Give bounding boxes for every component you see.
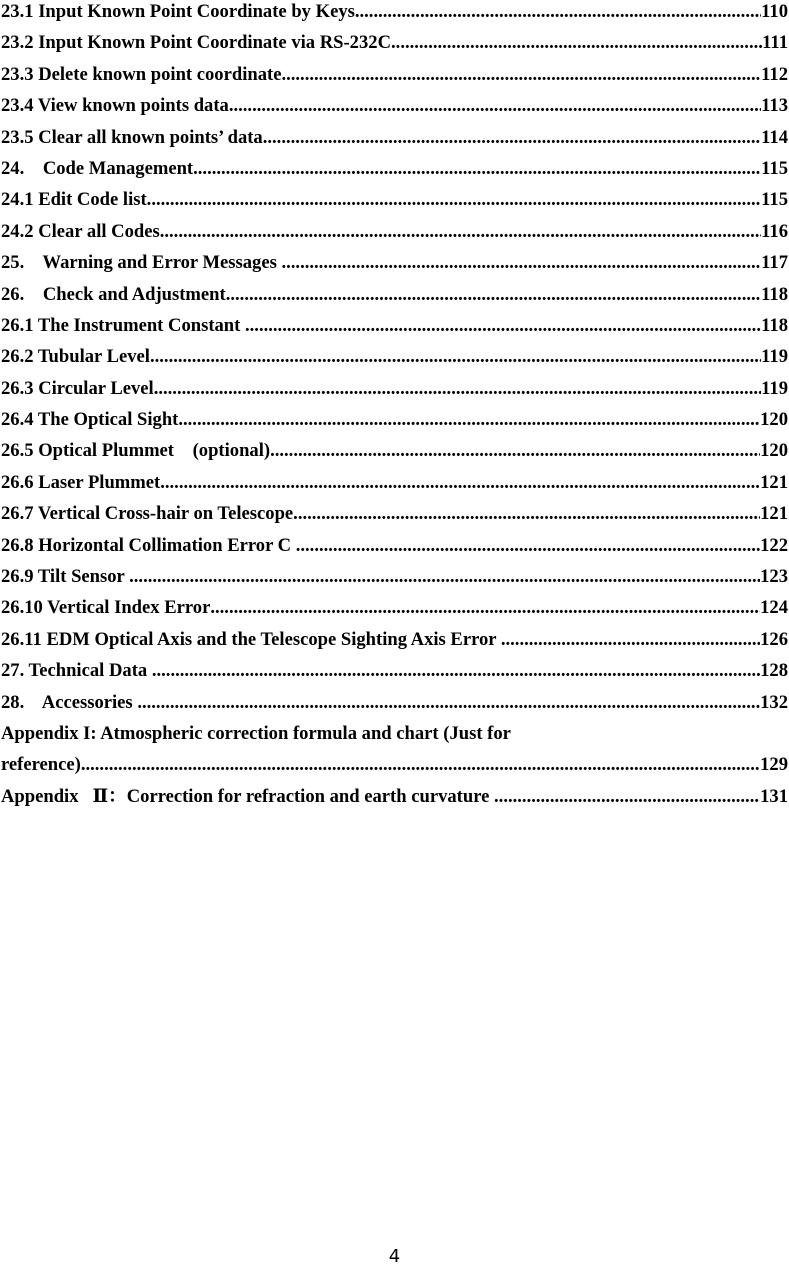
dot-leader (160, 467, 760, 498)
toc-entry-title: 23.5 Clear all known points’ data (1, 126, 263, 148)
toc-entry-title: reference) (1, 754, 81, 776)
dot-leader (81, 749, 760, 780)
dot-leader (501, 624, 760, 655)
toc-entry (1, 404, 788, 435)
dot-leader (147, 184, 761, 215)
dot-leader (270, 435, 760, 466)
toc-entry-title: 28. Accessories (1, 691, 138, 713)
toc-entry-appendix-1 (1, 749, 788, 780)
toc-entry-title: 26.7 Vertical Cross-hair on Telescope (1, 503, 294, 525)
dot-leader (281, 59, 761, 90)
toc-entry (1, 184, 788, 215)
toc-entry (1, 467, 788, 498)
toc-entry-page: 122 (760, 534, 788, 556)
toc-entry-page: 132 (760, 691, 788, 713)
dot-leader (226, 279, 761, 310)
toc-entry-title: 26.6 Laser Plummet (1, 471, 161, 493)
dot-leader (293, 498, 760, 529)
dot-leader (229, 90, 761, 121)
toc-entry-title: 24. Code Management (1, 157, 194, 179)
toc-entry (1, 435, 788, 466)
toc-entry (1, 341, 788, 372)
toc-entry (1, 561, 788, 592)
toc-entry-title: 23.2 Input Known Point Coordinate via RS-232C (1, 32, 392, 54)
toc-entry-title: 26.2 Tubular Level (1, 346, 150, 368)
appendix-1-title-line: Appendix I: Atmospheric correction formula and chart (Just for (1, 722, 511, 744)
toc-entry-page: 121 (760, 471, 788, 493)
toc-entry (1, 27, 788, 58)
toc-entry-page: 128 (760, 660, 788, 682)
toc-entry-title: 24.2 Clear all Codes (1, 220, 160, 242)
toc-entry-title: 23.3 Delete known point coordinate (1, 63, 282, 85)
dot-leader (355, 0, 761, 27)
toc-entry-page: 119 (761, 346, 788, 368)
toc-entry-page: 117 (761, 252, 788, 274)
toc-entry-title: 26.9 Tilt Sensor (1, 566, 130, 588)
toc-entry-title: 23.4 View known points data (1, 95, 229, 117)
dot-leader (160, 216, 761, 247)
dot-leader (129, 561, 760, 592)
toc-entry-page: 131 (760, 785, 788, 807)
toc-entry (1, 498, 788, 529)
dot-leader (193, 153, 761, 184)
page-number: 4 (388, 1246, 401, 1267)
toc-entry-title: 26.5 Optical Plummet (optional) (1, 440, 271, 462)
toc-entry-title: 26.11 EDM Optical Axis and the Telescope Sighting Axis Error (1, 628, 501, 650)
toc-entry-page: 118 (761, 314, 788, 336)
toc-entry-title: 26.10 Vertical Index Error (1, 597, 211, 619)
toc-entry (1, 216, 788, 247)
toc-entry-page: 120 (760, 409, 788, 431)
toc-entry-page: 121 (760, 503, 788, 525)
toc-entry-title: 27. Technical Data (1, 660, 152, 682)
toc-entry-title: 26.4 The Optical Sight (1, 409, 179, 431)
toc-entry (1, 592, 788, 623)
table-of-contents (1, 0, 788, 812)
toc-entry-page: 129 (760, 754, 788, 776)
toc-entry-page: 114 (761, 126, 788, 148)
dot-leader (263, 122, 761, 153)
toc-entry (1, 279, 788, 310)
toc-entry-page: 112 (761, 63, 788, 85)
toc-entry-title: 25. Warning and Error Messages (1, 252, 282, 274)
toc-entry (1, 247, 788, 278)
toc-entry (1, 122, 788, 153)
toc-entry-title: Appendix Ⅱ：Correction for refraction and earth curvature (1, 785, 495, 807)
toc-entry-title: 23.1 Input Known Point Coordinate by Keys (1, 1, 355, 22)
toc-entry-title: 24.1 Edit Code list (1, 189, 147, 211)
toc-entry-page: 115 (761, 157, 788, 179)
toc-entry (1, 373, 788, 404)
toc-entry-title: 26. Check and Adjustment (1, 283, 226, 305)
toc-entry-page: 113 (761, 95, 788, 117)
dot-leader (494, 781, 760, 812)
dot-leader (154, 373, 761, 404)
toc-entry-page: 116 (761, 220, 788, 242)
toc-entry-page: 119 (761, 377, 788, 399)
dot-leader (137, 687, 760, 718)
toc-entry-page: 123 (760, 566, 788, 588)
dot-leader (391, 27, 762, 58)
toc-entry-page: 115 (761, 189, 788, 211)
toc-entry-title: 26.1 The Instrument Constant (1, 314, 245, 336)
toc-entry-page: 124 (760, 597, 788, 619)
toc-entry (1, 310, 788, 341)
dot-leader (210, 592, 760, 623)
dot-leader (281, 247, 761, 278)
toc-entry (1, 59, 788, 90)
toc-entry (1, 655, 788, 686)
toc-entry (1, 0, 788, 27)
toc-entry (1, 687, 788, 718)
toc-entry (1, 90, 788, 121)
toc-entry (1, 530, 788, 561)
toc-entry-title: 26.8 Horizontal Collimation Error C (1, 534, 296, 556)
toc-entry-page: 120 (760, 440, 788, 462)
toc-entry-page: 110 (761, 1, 788, 22)
dot-leader (150, 341, 761, 372)
toc-entry-page: 118 (761, 283, 788, 305)
dot-leader (152, 655, 760, 686)
toc-entry (1, 153, 788, 184)
dot-leader (178, 404, 760, 435)
toc-entry-page: 111 (762, 32, 788, 54)
toc-entry-title: 26.3 Circular Level (1, 377, 154, 399)
dot-leader (296, 530, 760, 561)
dot-leader (245, 310, 761, 341)
toc-entry-appendix-2 (1, 781, 788, 812)
toc-entry (1, 624, 788, 655)
toc-entry-page: 126 (760, 628, 788, 650)
